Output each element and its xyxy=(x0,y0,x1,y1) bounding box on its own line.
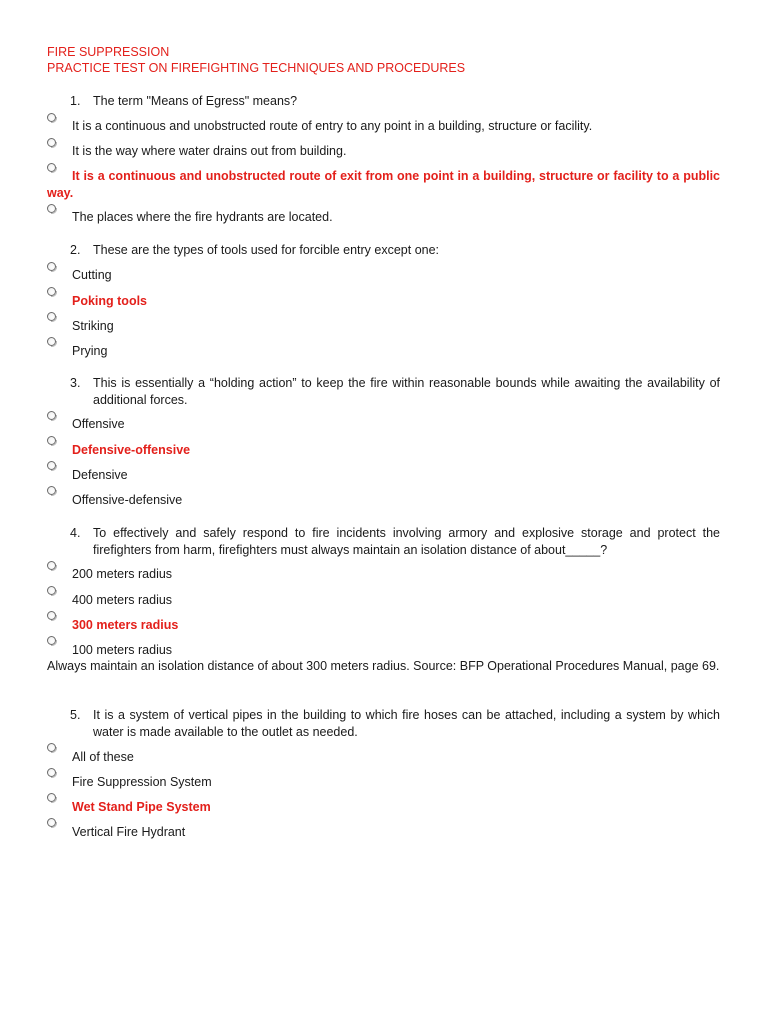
radio-q4-option-1[interactable] xyxy=(47,561,56,570)
radio-q4-option-2[interactable] xyxy=(47,586,56,595)
q3-option-2-correct: Defensive-offensive xyxy=(72,443,191,457)
q2-option-1: Cutting xyxy=(72,268,112,282)
q5-option-2: Fire Suppression System xyxy=(72,775,212,789)
q2-option-2-correct: Poking tools xyxy=(72,294,147,308)
q5-option-4: Vertical Fire Hydrant xyxy=(72,825,186,839)
radio-q4-option-3[interactable] xyxy=(47,611,56,620)
question-3 xyxy=(70,375,720,408)
q1-option-1: It is a continuous and unobstructed route of entry to any point in a building, structure or facility. xyxy=(72,119,593,133)
question-number: 5. xyxy=(70,708,81,722)
radio-q2-option-4[interactable] xyxy=(47,337,56,346)
q3-option-1: Offensive xyxy=(72,417,125,431)
question-number: 2. xyxy=(70,243,81,257)
q4-option-1: 200 meters radius xyxy=(72,567,173,581)
question-text: It is a system of vertical pipes in the building to which fire hoses can be attached, including a system by which water is made available to the outlet as needed. xyxy=(93,708,720,739)
radio-q3-option-1[interactable] xyxy=(47,411,56,420)
radio-q2-option-1[interactable] xyxy=(47,262,56,271)
radio-q5-option-4[interactable] xyxy=(47,818,56,827)
radio-q5-option-2[interactable] xyxy=(47,768,56,777)
radio-q2-option-3[interactable] xyxy=(47,312,56,321)
q1-option-3-correct: It is a continuous and unobstructed route of exit from one point in a building, structure or facility to a public way. xyxy=(47,169,720,200)
document-subtitle: PRACTICE TEST ON FIREFIGHTING TECHNIQUES AND PROCEDURES xyxy=(47,61,466,75)
radio-q1-option-2[interactable] xyxy=(47,138,56,147)
q4-option-2: 400 meters radius xyxy=(72,593,173,607)
document-title: FIRE SUPPRESSION xyxy=(47,45,170,59)
question-number: 1. xyxy=(70,94,81,108)
question-5 xyxy=(70,707,720,740)
answer-explanation: Always maintain an isolation distance of about 300 meters radius. Source: BFP Operational Procedures Manual, page 69. xyxy=(47,659,720,673)
question-text: This is essentially a “holding action” to keep the fire within reasonable bounds while awaiting the availability of additional forces. xyxy=(93,376,720,407)
q4-option-3-correct: 300 meters radius xyxy=(72,618,179,632)
radio-q2-option-2[interactable] xyxy=(47,287,56,296)
q2-option-4: Prying xyxy=(72,344,108,358)
radio-q1-option-4[interactable] xyxy=(47,204,56,213)
radio-q5-option-1[interactable] xyxy=(47,743,56,752)
q5-option-3-correct: Wet Stand Pipe System xyxy=(72,800,211,814)
radio-q1-option-1[interactable] xyxy=(47,113,56,122)
radio-q5-option-3[interactable] xyxy=(47,793,56,802)
radio-q4-option-4[interactable] xyxy=(47,636,56,645)
question-text: The term "Means of Egress" means? xyxy=(93,94,298,108)
q1-option-4: The places where the fire hydrants are located. xyxy=(72,210,333,224)
question-text: To effectively and safely respond to fire incidents involving armory and explosive storage and protect the firefighters from harm, firefighters must always maintain an isolation distance of about_____? xyxy=(93,526,720,557)
radio-q3-option-4[interactable] xyxy=(47,486,56,495)
question-2 xyxy=(70,242,720,259)
q4-option-4: 100 meters radius xyxy=(72,643,173,657)
q5-option-1: All of these xyxy=(72,750,134,764)
question-number: 4. xyxy=(70,526,81,540)
radio-q3-option-3[interactable] xyxy=(47,461,56,470)
q2-option-3: Striking xyxy=(72,319,114,333)
question-number: 3. xyxy=(70,376,81,390)
radio-q3-option-2[interactable] xyxy=(47,436,56,445)
question-1 xyxy=(70,93,720,110)
q1-option-2: It is the way where water drains out from building. xyxy=(72,144,347,158)
q3-option-3: Defensive xyxy=(72,468,128,482)
question-4 xyxy=(70,525,720,558)
question-text: These are the types of tools used for forcible entry except one: xyxy=(93,243,440,257)
q3-option-4: Offensive-defensive xyxy=(72,493,183,507)
